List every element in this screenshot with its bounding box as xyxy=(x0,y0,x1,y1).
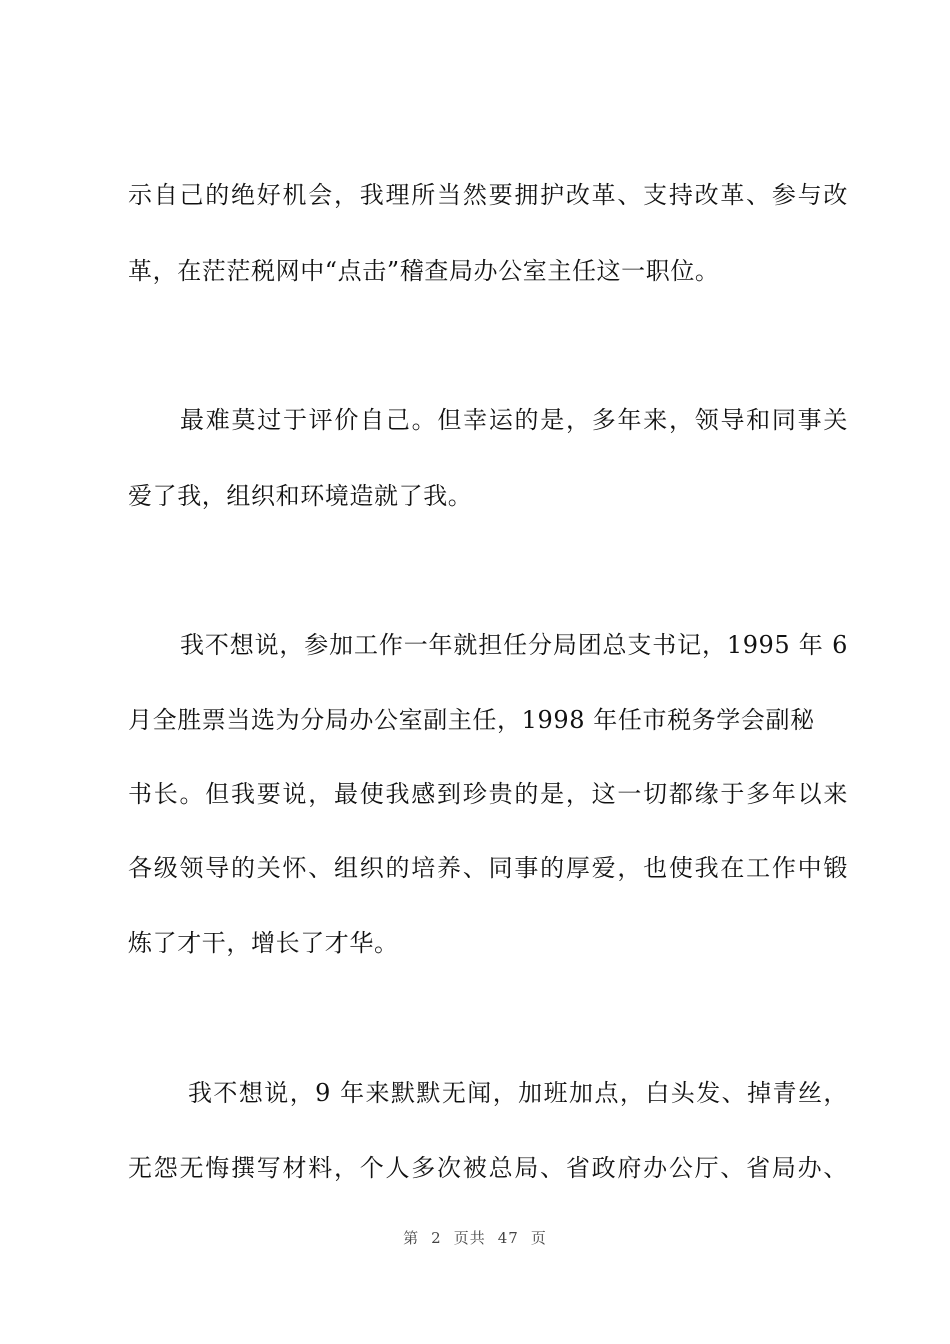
paragraph-3-line-4: 各级领导的关怀、组织的培养、同事的厚爱，也使我在工作中锻 xyxy=(128,854,848,882)
paragraph-3-line-2: 月全胜票当选为分局办公室副主任，1998 年任市税务学会副秘 xyxy=(128,706,815,734)
paragraph-1-line-1: 示自己的绝好机会，我理所当然要拥护改革、支持改革、参与改 xyxy=(128,181,848,209)
paragraph-3-line-5: 炼了才干，增长了才华。 xyxy=(128,929,399,957)
footer-total-pages: 47 xyxy=(497,1229,519,1247)
footer-suffix: 页 xyxy=(530,1229,547,1247)
footer-page-number: 2 xyxy=(431,1229,442,1247)
paragraph-2-line-2: 爱了我，组织和环境造就了我。 xyxy=(128,482,473,510)
paragraph-3-line-3: 书长。但我要说，最使我感到珍贵的是，这一切都缘于多年以来 xyxy=(128,780,848,808)
page-footer xyxy=(0,1228,950,1248)
paragraph-4-line-1: 我不想说，9 年来默默无闻，加班加点，白头发、掉青丝， xyxy=(188,1079,848,1107)
paragraph-4-line-2: 无怨无悔撰写材料，个人多次被总局、省政府办公厅、省局办、 xyxy=(128,1154,848,1182)
paragraph-3-line-1: 我不想说，参加工作一年就担任分局团总支书记，1995 年 6 xyxy=(180,631,848,659)
paragraph-1-line-2: 革，在茫茫税网中“点击”稽查局办公室主任这一职位。 xyxy=(128,257,720,285)
footer-middle: 页共 xyxy=(453,1229,486,1247)
paragraph-2-line-1: 最难莫过于评价自己。但幸运的是，多年来，领导和同事关 xyxy=(180,406,848,434)
footer-prefix: 第 xyxy=(403,1229,420,1247)
